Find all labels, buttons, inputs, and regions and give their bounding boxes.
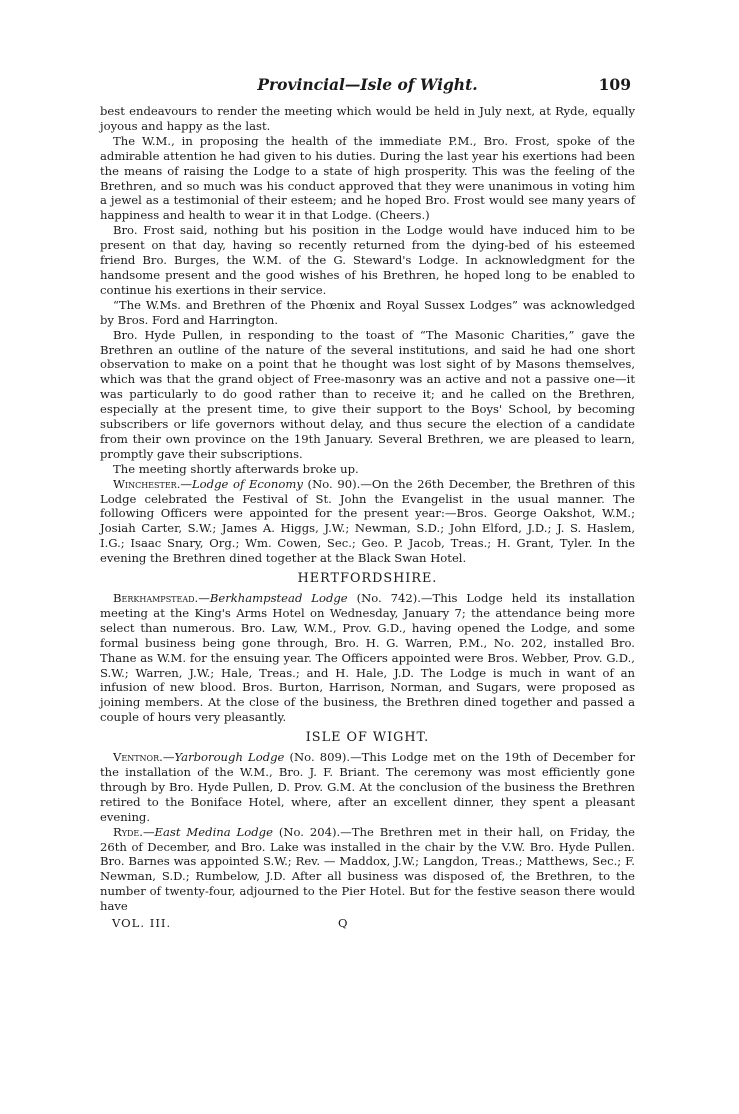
signature-mark: Q [338,916,348,931]
paragraph-text: (No. 742).—This Lodge held its installation meeting at the King's Arms Hotel on Wednesday, January 7; the attendance being more select than numerous. Bro. Law, W.M., Prov. G.D., having opened the Lodge, and some formal business being gone through, Bro. H. G. Warren, P.M., No. 202, installed Bro. Thane as W.M. for the ensuing year. The Officers appointed were Bros. Webber, Prov. G.D., S.W.; Warren, J.W.; Hale, Treas.; and H. Hale, J.D. The Lodge is much in want of an infusion of new blood. Bros. Burton, Harrison, Norman, and Sugars, were proposed as joining members. At the close of the business, the Brethren dined together and passed a couple of hours very pleasantly. [100,591,635,725]
lodge-name: —Berkhampstead Lodge [198,591,348,605]
lodge-name: —Lodge of Economy [180,476,303,491]
page-number: 109 [598,75,631,94]
document-page [100,75,636,1088]
page-footer [100,916,635,932]
paragraph: Bro. Hyde Pullen, in responding to the toast of “The Masonic Charities,” gave the Brethren an outline of the nature of the several institutions, and said he had one short observation to make on a point that he thought was lost sight of by Masons themselves, which was that the grand object of Free-masonry was an active and not a passive one—it was particularly to do good rather than to receive it; and he called on the Brethren, especially at the present time, to give their support to the Boys' School, by becoming subscribers or life governors without delay, and thus secure the election of a candidate from their own province on the 19th January. Several Brethren, we are pleased to learn, promptly gave their subscriptions. [100,327,635,461]
paragraph: The W.M., in proposing the health of the immediate P.M., Bro. Frost, spoke of the admirable attention he had given to his duties. During the last year his exertions had been the means of raising the Lodge to a state of high prosperity. This was the feeling of the Brethren, and so much was his conduct approved that they were unanimous in voting him a jewel as a testimonial of their esteem; and he hoped Bro. Frost would see many years of happiness and health to wear it in that Lodge. (Cheers.) [100,133,635,223]
paragraph-text: (No. 204).—The Brethren met in their hall, on Friday, the 26th of December, and Bro. Lake was installed in the chair by the V.W. Bro. Hyde Pullen. Bro. Barnes was appointed S.W.; Rev. — Maddox, J.W.; Langdon, Treas.; Matthews, Sec.; F. Newman, S.D.; Rumbelow, J.D. After all business was disposed of, the Brethren, to the number of twenty-four, adjourned to the Pier Hotel. But for the festive season there would have [100,824,635,914]
lodge-name: —Yarborough Lodge [162,750,285,765]
paragraph-ventnor [100,750,635,825]
place-name: Ryde. [113,824,143,839]
volume-label: VOL. III. [112,916,172,931]
paragraph: “The W.Ms. and Brethren of the Phœnix and Royal Sussex Lodges” was acknowledged by Bros. Ford and Harrington. [100,297,635,327]
running-header [100,75,635,104]
paragraph-text: (No. 90).—On the 26th December, the Brethren of this Lodge celebrated the Festival of St. John the Evangelist in the usual manner. The following Officers were appointed for the present year:—Bros. George Oakshot, W.M.; Josiah Carter, S.W.; James A. Higgs, J.W.; Newman, S.D.; John Elford, J.D.; J. S. Haslem, I.G.; Isaac Snary, Org.; Wm. Cowen, Sec.; Geo. P. Jacob, Treas.; H. Grant, Tyler. In the evening the Brethren dined together at the Black Swan Hotel. [100,476,636,566]
paragraph-berkhampstead [100,591,635,725]
paragraph-ryde [100,825,635,914]
paragraph: best endeavours to render the meeting which would be held in July next, at Ryde, equally joyous and happy as the last. [100,104,635,133]
paragraph: Bro. Frost said, nothing but his position in the Lodge would have induced him to be present on that day, having so recently returned from the dying-bed of his esteemed friend Bro. Burges, the W.M. of the G. Steward's Lodge. In acknowledgment for the handsome present and the good wishes of his Brethren, he hoped long to be enabled to continue his exertions in their service. [100,223,635,297]
lodge-name: —East Medina Lodge [142,824,273,839]
section-heading-hertfordshire: HERTFORDSHIRE. [297,571,438,587]
running-title: Provincial—Isle of Wight. [257,75,478,94]
report-continuation [100,104,635,477]
section-heading-isle-of-wight: ISLE OF WIGHT. [305,730,430,746]
paragraph-winchester [100,477,635,566]
place-name: Berkhampstead. [113,591,199,605]
place-name: Winchester. [113,476,181,491]
paragraph-text: (No. 809).—This Lodge met on the 19th of December for the installation of the W.M., Bro. J. F. Briant. The ceremony was most efficiently gone through by Bro. Hyde Pullen, D. Prov. G.M. At the conclusion of the business the Brethren retired to the Boniface Hotel, where, after an excellent dinner, they spent a pleasant evening. [100,750,635,824]
place-name: Ventnor. [113,750,163,765]
paragraph: The meeting shortly afterwards broke up. [113,461,359,476]
